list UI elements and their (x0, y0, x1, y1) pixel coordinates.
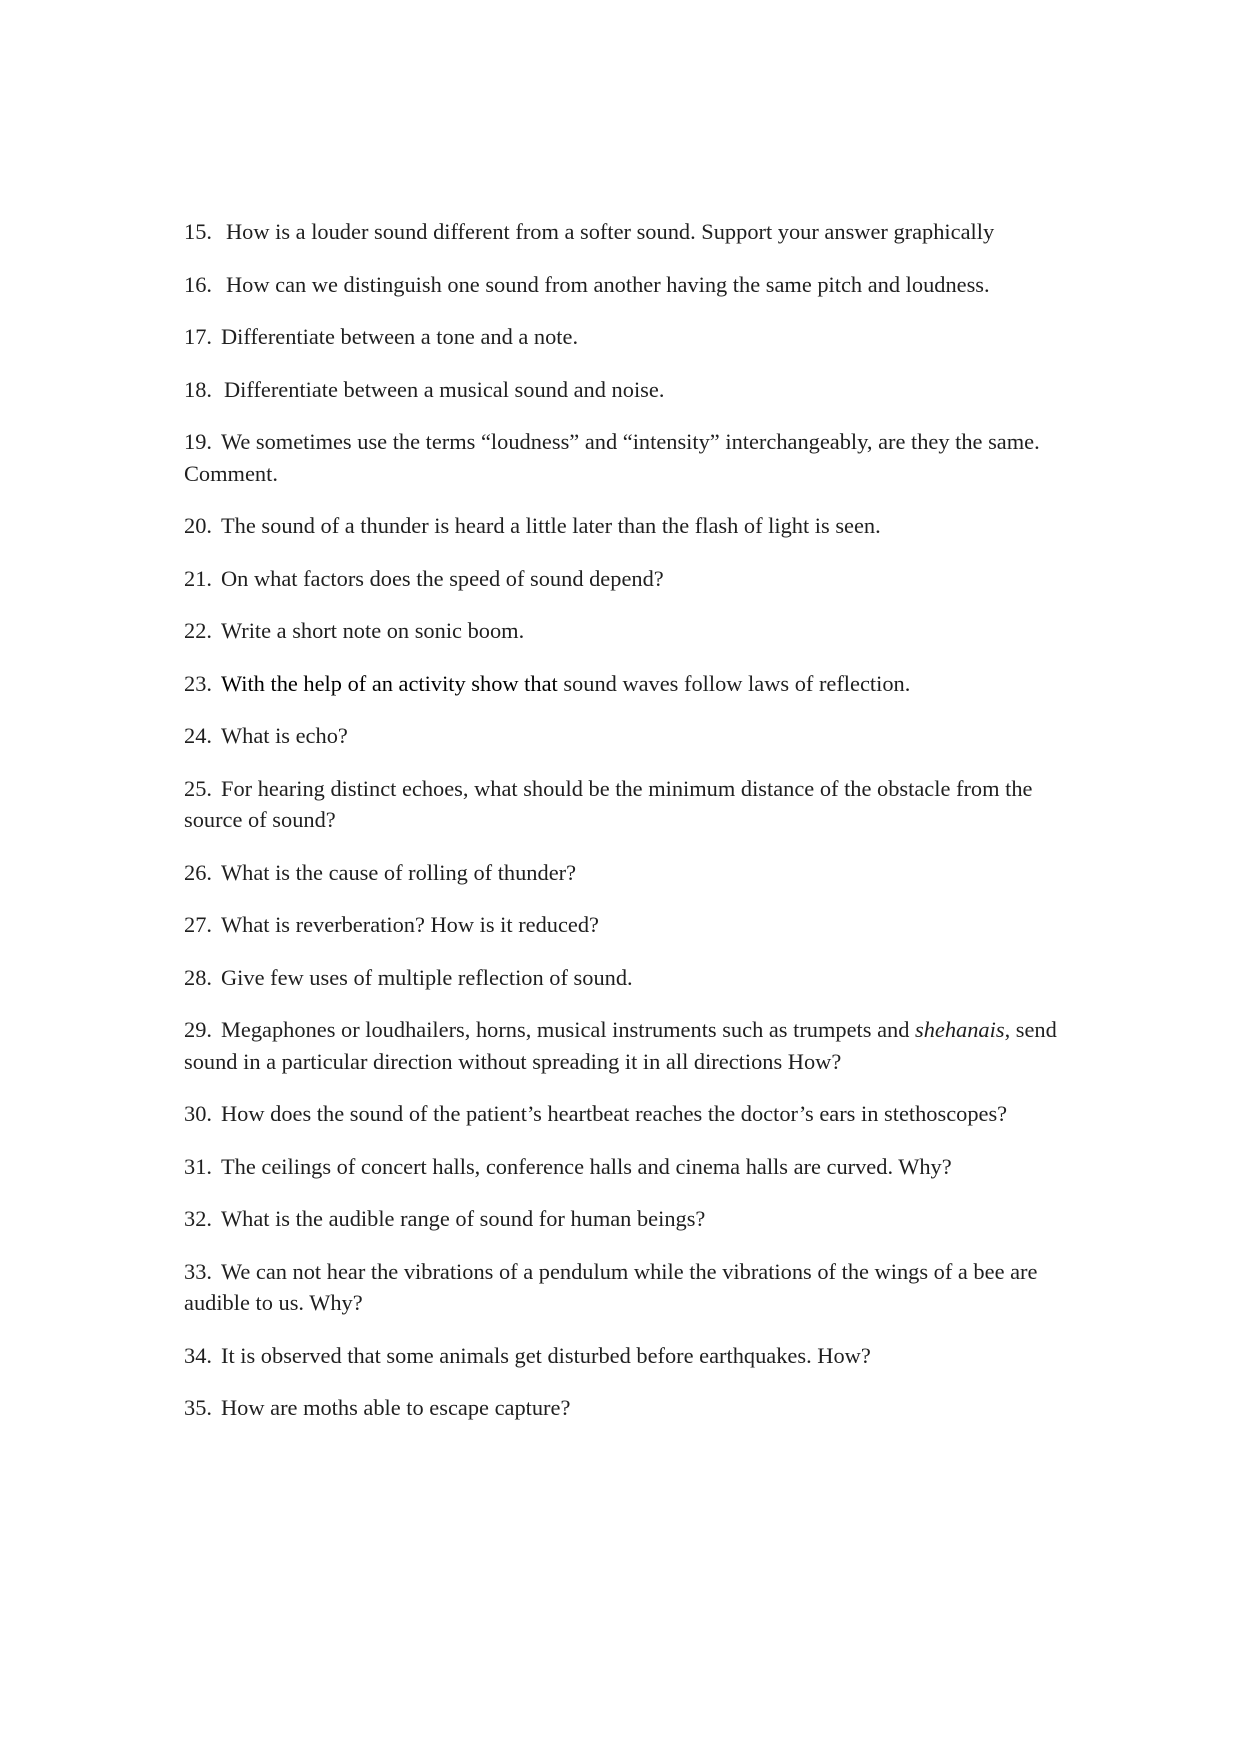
question-number: 19. (184, 429, 212, 454)
question-text: The ceilings of concert halls, conference halls and cinema halls are curved. Why? (221, 1153, 952, 1179)
question-item (184, 216, 1074, 248)
question-number: 23. (184, 670, 212, 696)
question-number: 21. (184, 565, 212, 591)
question-number: 25. (184, 775, 212, 801)
question-number: 20. (184, 513, 212, 538)
question-text: It is observed that some animals get disturbed before earthquakes. How? (221, 1342, 871, 1368)
question-text: Give few uses of multiple reflection of sound. (221, 964, 633, 990)
question-number: 16. (184, 271, 212, 297)
question-number: 27. (184, 912, 212, 937)
question-text: How are moths able to escape capture? (221, 1395, 571, 1420)
question-number: 31. (184, 1153, 212, 1179)
question-number: 30. (184, 1101, 212, 1126)
question-item (184, 1098, 1074, 1130)
question-item (184, 374, 1074, 406)
question-item (184, 1256, 1074, 1319)
question-text: Differentiate between a musical sound and noise. (224, 376, 665, 402)
question-text: We can not hear the vibrations of a pendulum while the vibrations of the wings of a bee are audible to us. Why? (184, 1258, 1038, 1315)
question-item (184, 563, 1074, 595)
question-item (184, 1014, 1074, 1077)
question-item (184, 426, 1074, 489)
question-item (184, 1340, 1074, 1372)
question-number: 29. (184, 1017, 212, 1042)
question-text: How does the sound of the patient’s heartbeat reaches the doctor’s ears in stethoscopes? (221, 1101, 1008, 1126)
question-item (184, 269, 1074, 301)
question-list (184, 216, 1074, 1445)
question-text: We sometimes use the terms “loudness” and “intensity” interchangeably, are they the same. Comment. (184, 429, 1040, 486)
question-text: What is the audible range of sound for human beings? (221, 1206, 706, 1231)
question-text: How is a louder sound different from a softer sound. Support your answer graphically (226, 219, 995, 244)
question-number: 26. (184, 859, 212, 885)
question-item (184, 1203, 1074, 1235)
question-number: 17. (184, 324, 212, 349)
question-text: Write a short note on sonic boom. (221, 618, 525, 643)
question-number: 33. (184, 1258, 212, 1284)
question-item (184, 909, 1074, 941)
question-text: For hearing distinct echoes, what should be the minimum distance of the obstacle from the source of sound? (184, 775, 1033, 832)
question-number: 32. (184, 1206, 212, 1231)
question-text-part: Megaphones or loudhailers, horns, musical instruments such as trumpets and (221, 1017, 915, 1042)
question-item (184, 1151, 1074, 1183)
question-text-italic: shehanais (915, 1017, 1005, 1042)
question-number: 24. (184, 723, 212, 748)
question-number: 15. (184, 219, 212, 244)
question-item (184, 773, 1074, 836)
question-text: On what factors does the speed of sound depend? (221, 565, 664, 591)
question-number: 34. (184, 1342, 212, 1368)
question-item (184, 510, 1074, 542)
question-item (184, 668, 1074, 700)
question-text-part: With the help of an activity show that (221, 670, 558, 696)
question-item (184, 615, 1074, 647)
question-number: 18. (184, 376, 212, 402)
question-number: 35. (184, 1395, 212, 1420)
question-text: What is the cause of rolling of thunder? (221, 859, 577, 885)
question-number: 22. (184, 618, 212, 643)
question-item (184, 321, 1074, 353)
question-item (184, 720, 1074, 752)
question-text-part: , send sound in a particular direction without spreading it in all directions How? (184, 1017, 1057, 1074)
question-number: 28. (184, 964, 212, 990)
question-text: The sound of a thunder is heard a little later than the flash of light is seen. (221, 513, 881, 538)
question-text: What is reverberation? How is it reduced? (221, 912, 599, 937)
question-text-part: sound waves follow laws of reflection. (557, 670, 911, 696)
question-text: What is echo? (221, 723, 348, 748)
question-item (184, 1392, 1074, 1424)
question-item (184, 962, 1074, 994)
question-text: Differentiate between a tone and a note. (221, 324, 579, 349)
question-text: How can we distinguish one sound from another having the same pitch and loudness. (226, 271, 990, 297)
question-item (184, 857, 1074, 889)
